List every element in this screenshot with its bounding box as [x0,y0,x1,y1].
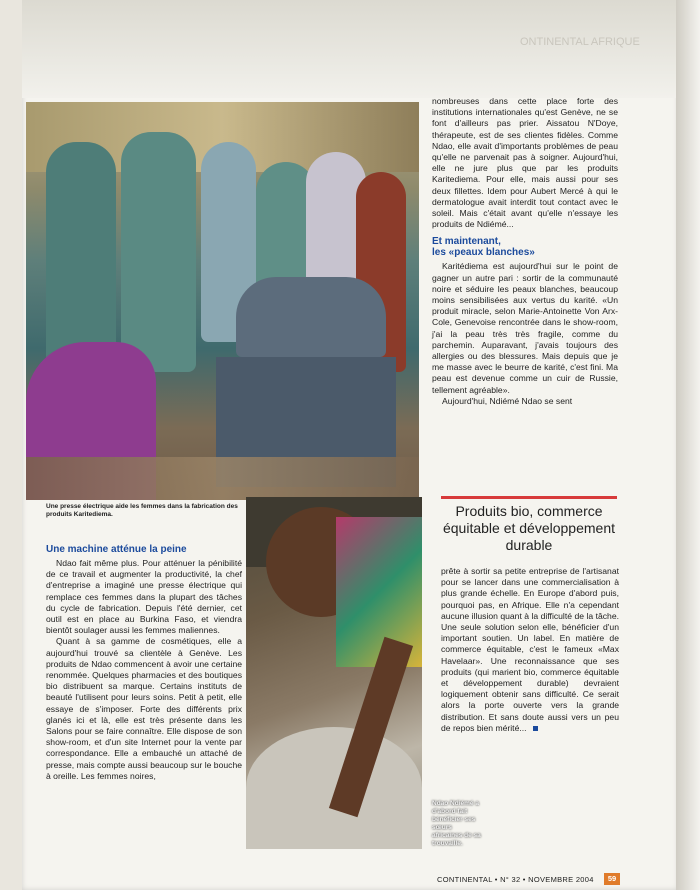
photo1-figure [121,132,196,372]
sidebar-title: Produits bio, commerce équitable et développement durable [442,503,616,553]
photo2-basin [246,727,422,849]
right-paragraph: Aujourd'hui, Ndiémé Ndao se sent [442,395,573,406]
page-footer: CONTINENTAL • N° 32 • NOVEMBRE 2004 [437,875,594,884]
right-bottom-column [441,566,619,734]
right-paragraph: Karitédiema est aujourd'hui sur le point de gagner un autre pari : sortir de la communauté noire et séduire les peaux blanches, beaucoup moins sensibilisées aux vertus du karité. «Un produit miracle, selon Marie-Antoinette Von Arx-Cole, Genevoise rencontrée dans le show-room, j'ai la peau très très fragile, comme du parchemin. Auparavant, j'avais toujours des allergies ou des blessures. Mais depuis que je me masse avec le beurre de karité, c'est fini. Ma peau est devenue comme un cuir de Russie, tellement agréable». [432,261,618,395]
photo1-ground [26,457,419,500]
page-number: 59 [604,873,620,885]
left-heading: Une machine atténue la peine [46,544,187,555]
photo-women-press [26,102,419,500]
right-bottom-paragraph: prête à sortir sa petite entreprise de l'artisanat pour se lancer dans une commercialisation à plus grande échelle. En Europe d'abord puis, pourquoi pas, en Afrique. Elle n'a cependant aucune illusion quant à la difficulté de la tâche. Une seule solution selon elle, bénéficier d'un important soutien. Un label. En matière de commerce équitable, c'est le fameux «Max Havelaar». Une reconnaissance que ses produits (qui marient bio, commerce équitable et développement durable) devraient logiquement obtenir sans difficulté. Ce serait alors la porte ouverte vers la grande distribution. Et sans doute aussi vers un peu de repos bien mérité... [441,566,619,733]
end-mark-icon [533,726,538,731]
right-column [432,96,618,407]
photo1-caption: Une presse électrique aide les femmes dans la fabrication des produits Karitediema. [46,503,238,518]
left-paragraph: Ndao fait même plus. Pour atténuer la pénibilité de ce travail et augmenter la productivité, la chef d'entreprise a imaginé une presse électrique qui remplace ces femmes dans la plupart des tâches du cycle de fabrication. Depuis l'été dernier, cet outil est en place au Burkina Faso, et viendra bientôt soulager aussi les femmes maliennes. [46,558,242,636]
sidebar-title-box [441,496,617,563]
left-paragraph: Quant à sa gamme de cosmétiques, elle a aujourd'hui trouvé sa clientèle à Genève. Les produits de Ndao commencent à avoir une certaine renommée. Quelques pharmacies et des boutiques bio distribuent sa marque. Certains instituts de beauté l'utilisent pour leurs soins. Petit à petit, elle essaye de s'imposer. Forte des différents prix glanés ici et là, elle est très présente dans les Salons pour se faire connaître. Elle dispose de son show-room, et d'un site Internet pour la vente par correspondance. Elle a embauché un attaché de presse, mais compte aussi beaucoup sur le bouche à oreille. Les femmes noires, [46,636,242,781]
photo2-caption: Ndao Ndiémé a d'abord fait bénéficier ses sœurs africaines de sa trouvaille. [432,800,481,847]
right-paragraph: nombreuses dans cette place forte des institutions internationales qu'est Genève, ne se font d'ailleurs pas prier. Aissatou N'Doye, thérapeute, est de ses clientes fidèles. Comme Ndao, elle avait d'importants problèmes de peau qu'elle ne parvenait pas à soigner. Aujourd'hui, elle ne jure plus que par les produits Karitediema. Pour elle, mais aussi pour ses deux fillettes. Idem pour Aubert Mercé à qui le dermatologue avait interdit tout contact avec le soleil. Mais c'était avant qu'elle n'essaye les produits de Ndiémé... [432,96,618,230]
left-column [46,540,242,782]
photo-woman-working [246,497,422,849]
photo1-figure [46,142,116,372]
right-heading-line2: les «peaux blanches» [432,247,535,259]
ghost-header: ONTINENTAL AFRIQUE [520,36,640,48]
press-drum [236,277,386,357]
right-heading-line1: Et maintenant, [432,236,501,248]
page-crease [676,0,700,890]
previous-page-edge [22,0,678,98]
